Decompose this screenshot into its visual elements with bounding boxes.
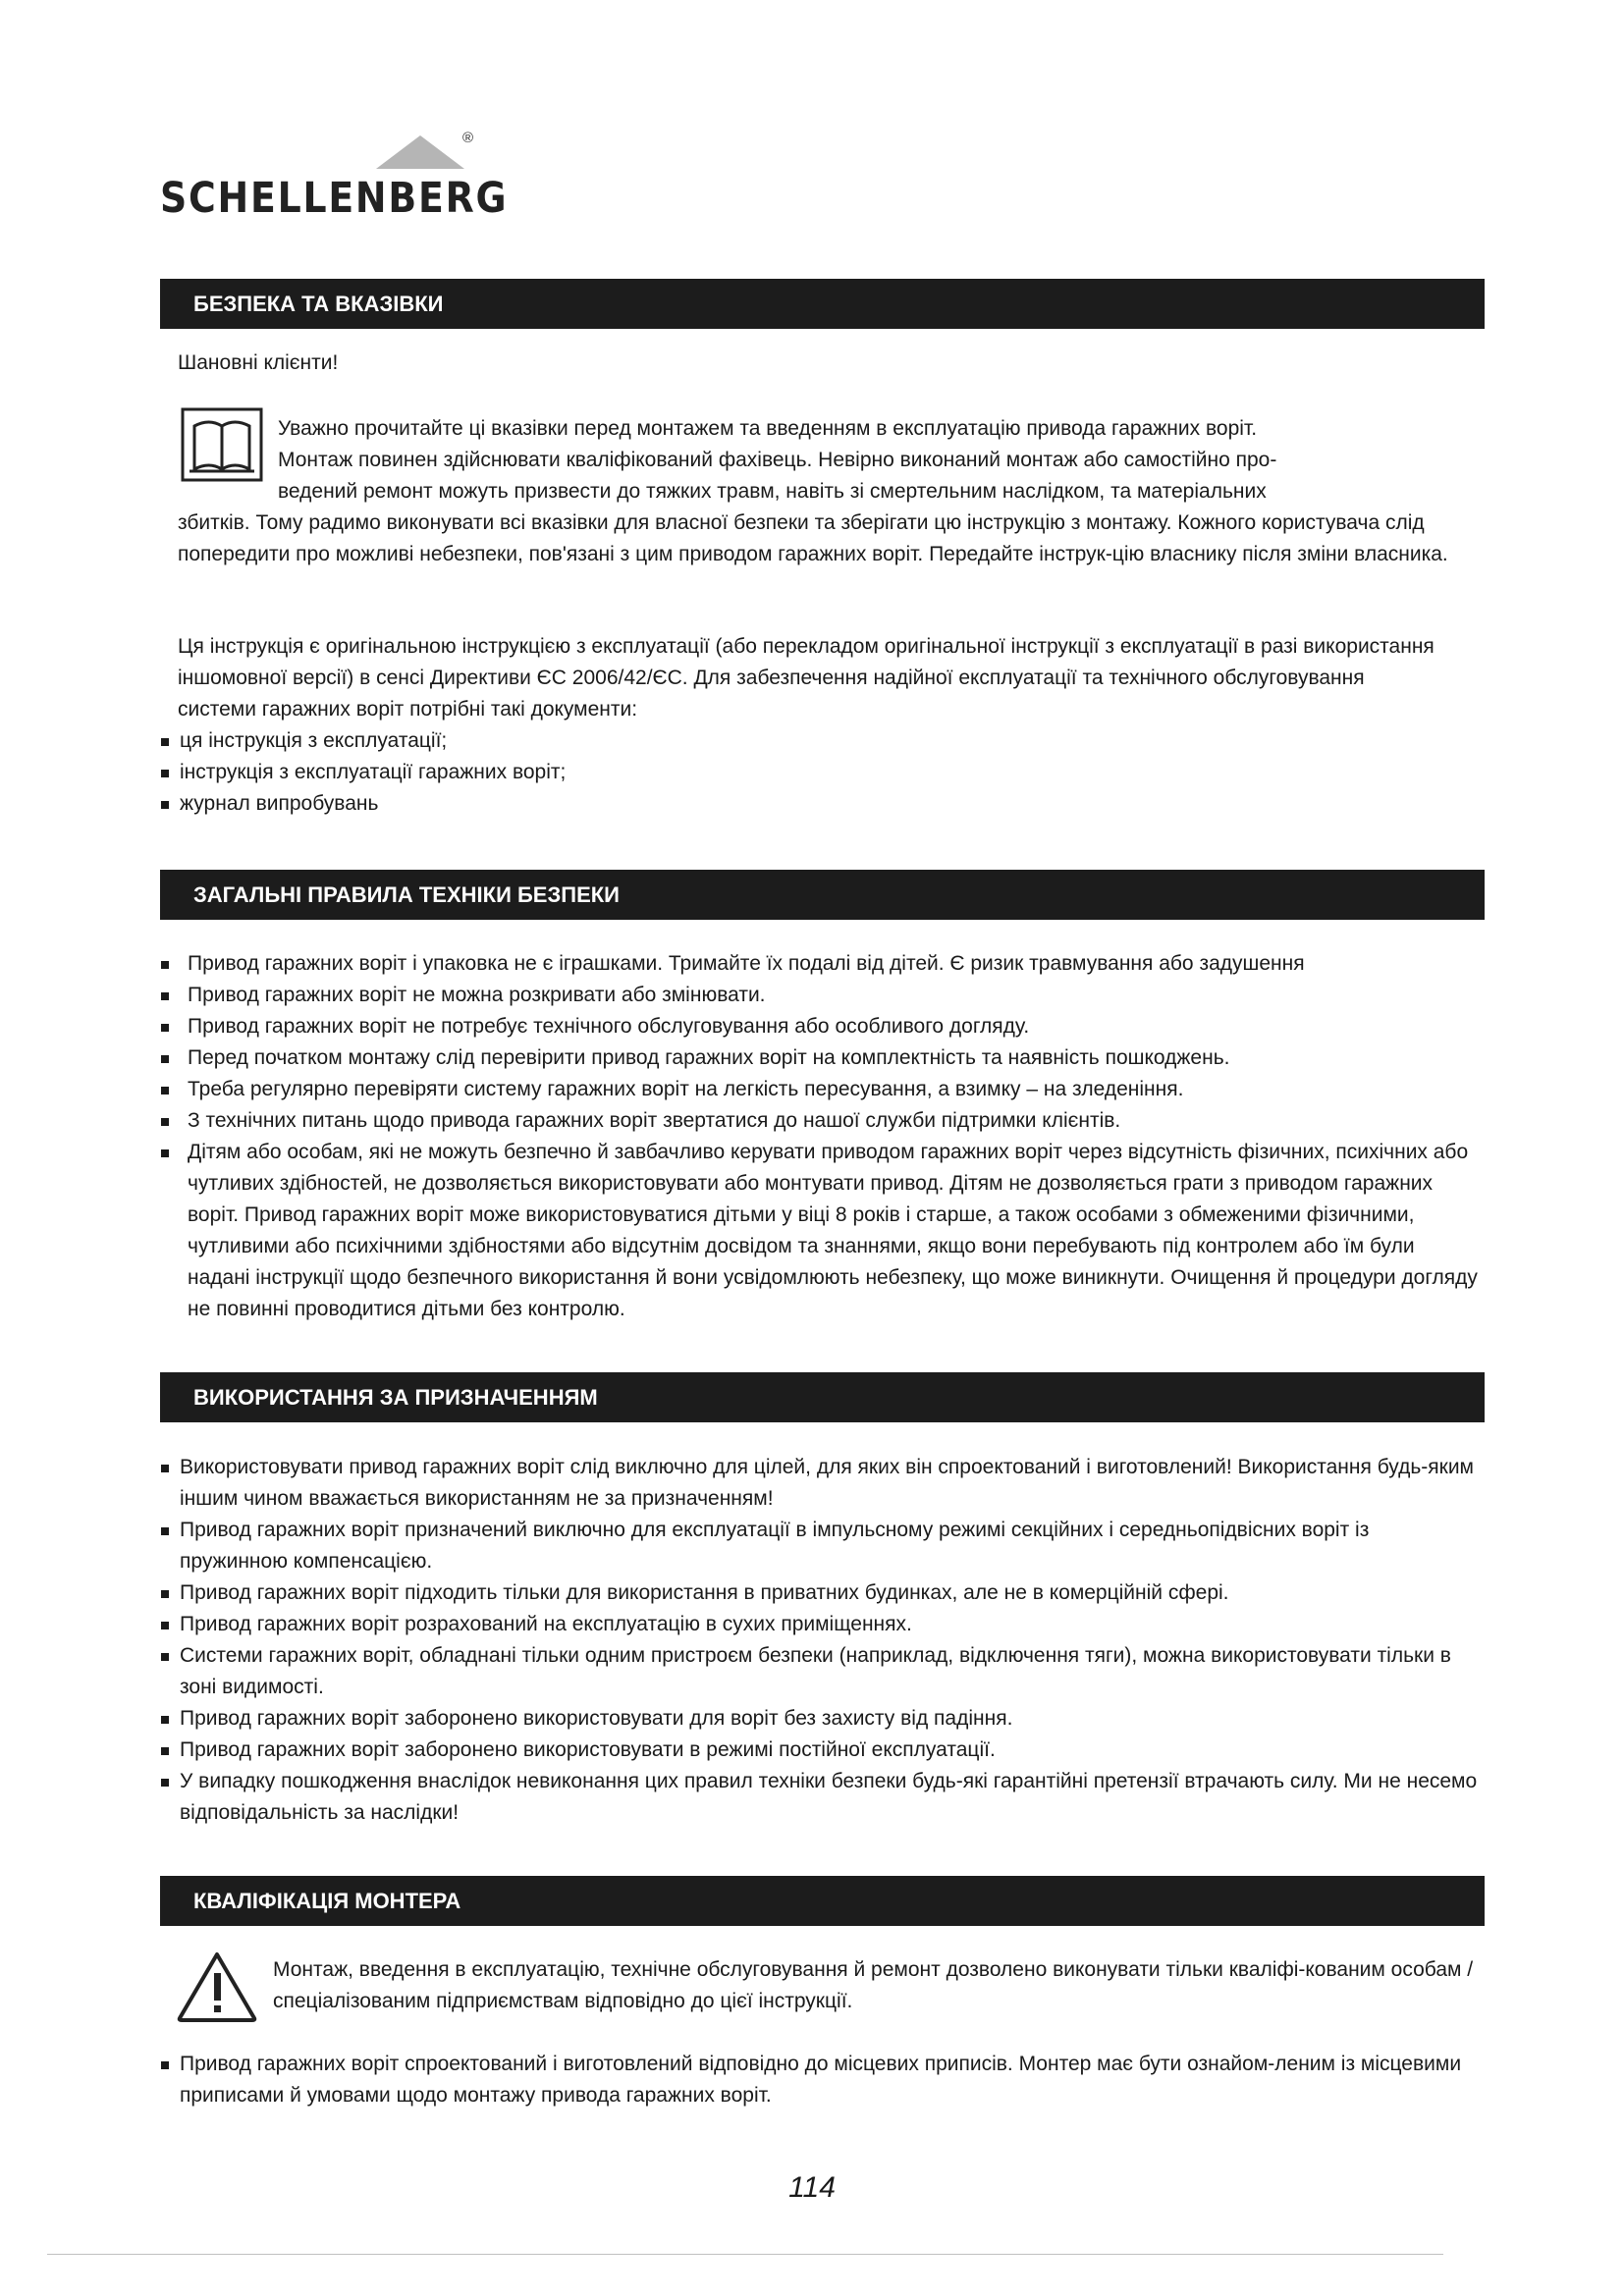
intro-continued: збитків. Тому радимо виконувати всі вказівки для власної безпеки та зберігати цю інструкцію з монтажу. Кожного користувача слід попередити про можливі небезпеки, пов'язані з цим приводом гаражних воріт. Передайте інструк-цію власнику після зміни власника.	[178, 511, 1448, 565]
list-item: Привод гаражних воріт не можна розкривати або змінювати.	[160, 980, 1481, 1011]
page-number: 114	[788, 2171, 836, 2204]
warning-icon	[176, 1949, 258, 2029]
list-item: інструкція з експлуатації гаражних воріт;	[160, 757, 1485, 788]
registered-mark: ®	[462, 130, 474, 146]
footer-divider	[47, 2254, 1443, 2255]
list-item: Дітям або особам, які не можуть безпечно й завбачливо керувати приводом гаражних воріт через відсутність фізичних, психічних або чутливих здібностей, не дозволяється використовувати або монтувати привод. Дітям не дозволяється грати з приводом гаражних воріт. Привод гаражних воріт може використовуватися дітьми у віці 8 років і старше, а також особами з обмеженими фізичними, чутливими або психічними здібностями або відсутнім досвідом та знаннями, якщо вони перебувають під контролем або їм були надані інструкції щодо безпечного використання й вони усвідомлюють небезпеку, що може виникнути. Очищення й процедури догляду не повинні проводитися дітьми без контролю.	[160, 1137, 1481, 1325]
roof-logo-icon	[376, 133, 464, 169]
qualification-list	[160, 2049, 1481, 2111]
list-item: Перед початком монтажу слід перевірити привод гаражних воріт на комплектність та наявність пошкоджень.	[160, 1042, 1481, 1074]
list-item: Системи гаражних воріт, обладнані тільки одним пристроєм безпеки (наприклад, відключення тяги), можна використовувати тільки в зоні видимості.	[160, 1640, 1481, 1703]
greeting: Шановні клієнти!	[178, 351, 339, 374]
list-item: Привод гаражних воріт не потребує технічного обслуговування або особливого догляду.	[160, 1011, 1481, 1042]
list-item: журнал випробувань	[160, 788, 1485, 820]
section-title-general: ЗАГАЛЬНІ ПРАВИЛА ТЕХНІКИ БЕЗПЕКИ	[160, 870, 1485, 920]
list-item: ця інструкція з експлуатації;	[160, 725, 1485, 757]
list-item: У випадку пошкодження внаслідок невиконання цих правил техніки безпеки будь-які гарантійні претензії втрачають силу. Ми не несемо відповідальність за наслідки!	[160, 1766, 1481, 1829]
read-manual-icon	[180, 406, 264, 488]
list-item: Привод гаражних воріт підходить тільки для використання в приватних будинках, але не в комерційній сфері.	[160, 1577, 1481, 1609]
list-item: Привод гаражних воріт спроектований і виготовлений відповідно до місцевих приписів. Монтер має бути ознайом-леним із місцевими приписами й умовами щодо монтажу привода гаражних воріт.	[160, 2049, 1481, 2111]
list-item: Привод гаражних воріт призначений виключно для експлуатації в імпульсному режимі секційних і середньопідвісних воріт із пружинною компенсацією.	[160, 1515, 1481, 1577]
section-title-intended-use: ВИКОРИСТАННЯ ЗА ПРИЗНАЧЕННЯМ	[160, 1372, 1485, 1422]
list-item: Привод гаражних воріт розрахований на експлуатацію в сухих приміщеннях.	[160, 1609, 1481, 1640]
documents-paragraph: Ця інструкція є оригінальною інструкцією з експлуатації (або перекладом оригінальної інструкції з експлуатації в разі використання іншомовної версії) в сенсі Директиви ЄС 2006/42/ЄС. Для забезпечення надійної експлуатації та технічного обслуговування системи гаражних воріт потрібні такі документи:	[178, 635, 1435, 721]
section-title-safety: БЕЗПЕКА ТА ВКАЗІВКИ	[160, 279, 1485, 329]
intended-use-list	[160, 1452, 1481, 1829]
list-item: Привод гаражних воріт заборонено використовувати для воріт без захисту від падіння.	[160, 1703, 1481, 1735]
list-item: Привод гаражних воріт і упаковка не є іграшками. Тримайте їх подалі від дітей. Є ризик травмування або задушення	[160, 948, 1481, 980]
list-item: Привод гаражних воріт заборонено використовувати в режимі постійної експлуатації.	[160, 1735, 1481, 1766]
documents-list	[160, 725, 1485, 820]
list-item: Треба регулярно перевіряти систему гаражних воріт на легкість пересування, а взимку – на зледеніння.	[160, 1074, 1481, 1105]
section-title-qualification: КВАЛІФІКАЦІЯ МОНТЕРА	[160, 1876, 1485, 1926]
general-rules-list	[160, 948, 1481, 1325]
intro-line-2: Монтаж повинен здійснювати кваліфікований фахівець. Невірно виконаний монтаж або самостійно про-	[278, 449, 1277, 471]
brand-logo	[160, 130, 509, 223]
qualification-warning: Монтаж, введення в експлуатацію, технічне обслуговування й ремонт дозволено виконувати тільки кваліфі-кованим особам / спеціалізованим підприємствам відповідно до цієї інструкції.	[273, 1958, 1474, 2012]
brand-name: SCHELLENBERG	[160, 174, 509, 223]
list-item: З технічних питань щодо привода гаражних воріт звертатися до нашої служби підтримки клієнтів.	[160, 1105, 1481, 1137]
intro-line-1: Уважно прочитайте ці вказівки перед монтажем та введенням в експлуатацію привода гаражних воріт.	[278, 417, 1258, 440]
intro-line-3: ведений ремонт можуть призвести до тяжких травм, навіть зі смертельним наслідком, та матеріальних	[278, 480, 1267, 503]
list-item: Використовувати привод гаражних воріт слід виключно для цілей, для яких він спроектований і виготовлений! Використання будь-яким іншим чином вважається використанням не за призначенням!	[160, 1452, 1481, 1515]
